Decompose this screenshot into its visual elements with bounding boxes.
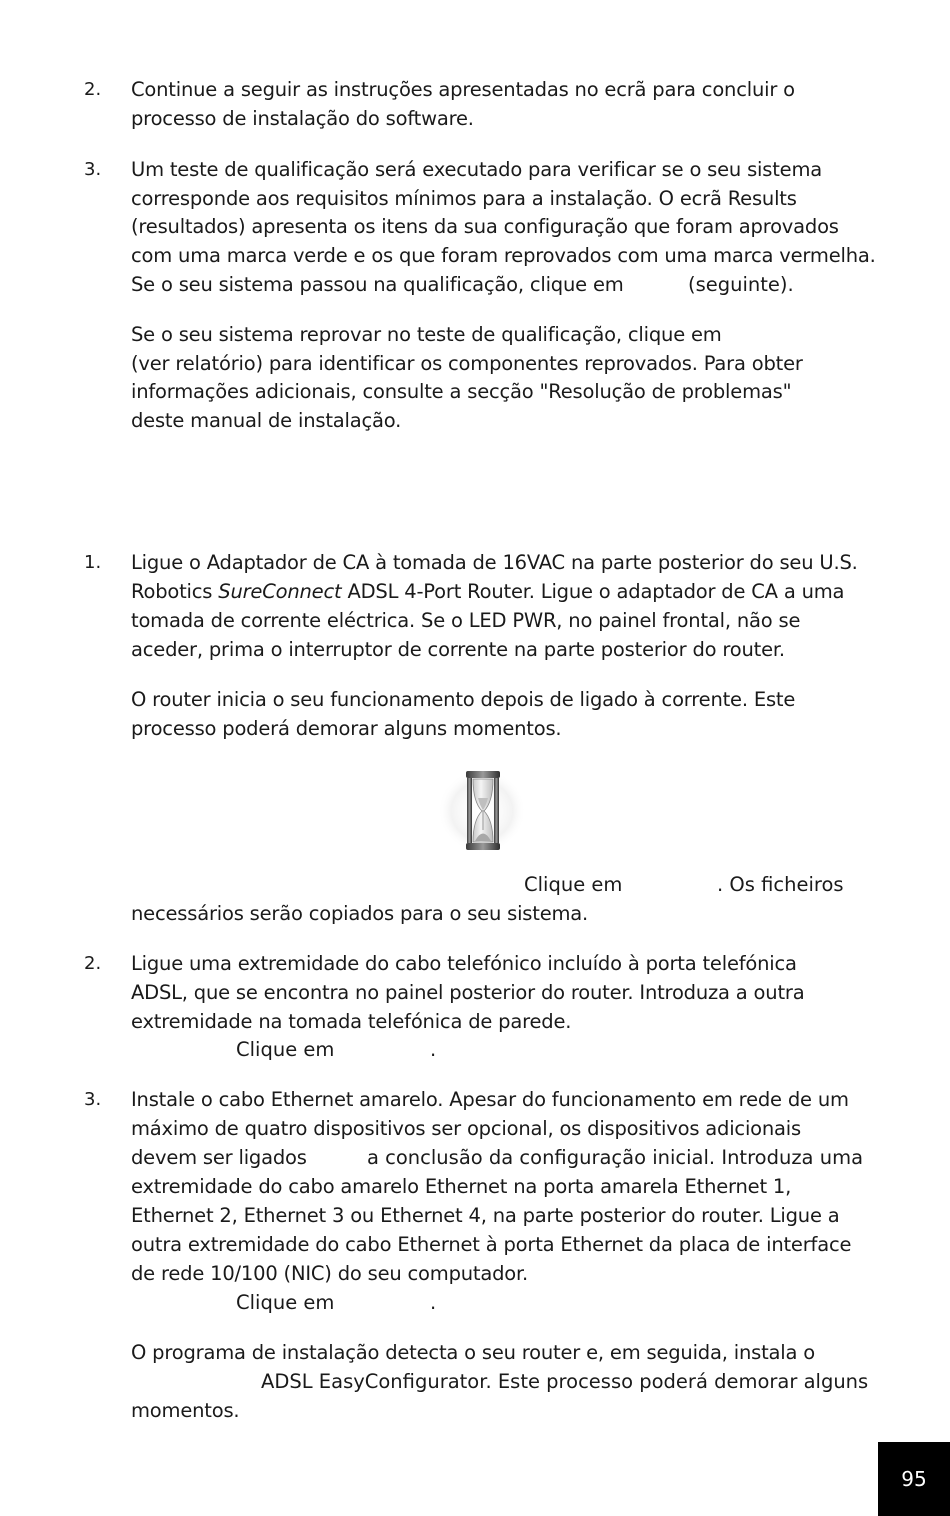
- paragraph-fragment: .: [430, 1291, 437, 1314]
- paragraph-line: com uma marca verde e os que foram reprovados com uma marca vermelha.: [131, 244, 876, 267]
- paragraph-line: (ver relatório) para identificar os componentes reprovados. Para obter: [131, 352, 803, 375]
- paragraph-line: informações adicionais, consulte a secção "Resolução de problemas": [131, 380, 792, 403]
- paragraph-line: [131, 577, 844, 606]
- paragraph-line: ADSL, que se encontra no painel posterior do router. Introduza a outra: [131, 981, 805, 1004]
- paragraph-line: O programa de instalação detecta o seu router e, em seguida, instala o: [131, 1341, 815, 1364]
- paragraph-line: necessários serão copiados para o seu sistema.: [131, 902, 589, 925]
- paragraph-line: Se o seu sistema reprovar no teste de qualificação, clique em: [131, 323, 722, 346]
- list-number: 2.: [84, 79, 102, 100]
- text-fragment: Robotics: [131, 580, 219, 603]
- paragraph-line: Continue a seguir as instruções apresentadas no ecrã para concluir o: [131, 78, 795, 101]
- paragraph-line: extremidade na tomada telefónica de parede.: [131, 1010, 572, 1033]
- paragraph-line: outra extremidade do cabo Ethernet à porta Ethernet da placa de interface: [131, 1233, 852, 1256]
- click-instruction: Clique em: [524, 873, 623, 896]
- list-number: 2.: [84, 953, 102, 974]
- paragraph-line: extremidade do cabo amarelo Ethernet na porta amarela Ethernet 1,: [131, 1175, 792, 1198]
- page-number-tab: [878, 1442, 950, 1516]
- page-number: 95: [901, 1467, 927, 1491]
- list-number: 3.: [84, 1089, 102, 1110]
- paragraph-line: processo poderá demorar alguns momentos.: [131, 717, 562, 740]
- paragraph-line: Instale o cabo Ethernet amarelo. Apesar do funcionamento em rede de um: [131, 1088, 849, 1111]
- paragraph-fragment: ADSL EasyConfigurator. Este processo poderá demorar alguns: [261, 1370, 869, 1393]
- paragraph-line: deste manual de instalação.: [131, 409, 402, 432]
- paragraph-fragment: (seguinte).: [688, 273, 794, 296]
- paragraph-line: devem ser ligados: [131, 1146, 307, 1169]
- paragraph-line: (resultados) apresenta os itens da sua configuração que foram aprovados: [131, 215, 839, 238]
- hourglass-icon: [438, 768, 526, 854]
- paragraph-line: máximo de quatro dispositivos ser opcional, os dispositivos adicionais: [131, 1117, 801, 1140]
- list-number: 3.: [84, 159, 102, 180]
- paragraph-line: tomada de corrente eléctrica. Se o LED PWR, no painel frontal, não se: [131, 609, 801, 632]
- text-fragment: ADSL 4-Port Router. Ligue o adaptador de CA a uma: [341, 580, 845, 603]
- paragraph-fragment: .: [430, 1038, 437, 1061]
- paragraph-line: Um teste de qualificação será executado para verificar se o seu sistema: [131, 158, 823, 181]
- paragraph-line: corresponde aos requisitos mínimos para a instalação. O ecrã Results: [131, 187, 797, 210]
- paragraph-line: processo de instalação do software.: [131, 107, 474, 130]
- click-instruction: Clique em: [236, 1038, 335, 1061]
- product-name-italic: SureConnect: [218, 580, 342, 603]
- paragraph-line: Se o seu sistema passou na qualificação, clique em: [131, 273, 624, 296]
- click-instruction: Clique em: [236, 1291, 335, 1314]
- paragraph-fragment: a conclusão da configuração inicial. Introduza uma: [367, 1146, 864, 1169]
- paragraph-fragment: . Os ficheiros: [717, 873, 844, 896]
- paragraph-line: de rede 10/100 (NIC) do seu computador.: [131, 1262, 529, 1285]
- paragraph-line: Ethernet 2, Ethernet 3 ou Ethernet 4, na parte posterior do router. Ligue a: [131, 1204, 840, 1227]
- paragraph-line: aceder, prima o interruptor de corrente na parte posterior do router.: [131, 638, 785, 661]
- paragraph-line: momentos.: [131, 1399, 240, 1422]
- paragraph-line: Ligue uma extremidade do cabo telefónico incluído à porta telefónica: [131, 952, 797, 975]
- paragraph-line: O router inicia o seu funcionamento depois de ligado à corrente. Este: [131, 688, 796, 711]
- paragraph-line: Ligue o Adaptador de CA à tomada de 16VAC na parte posterior do seu U.S.: [131, 551, 858, 574]
- list-number: 1.: [84, 552, 102, 573]
